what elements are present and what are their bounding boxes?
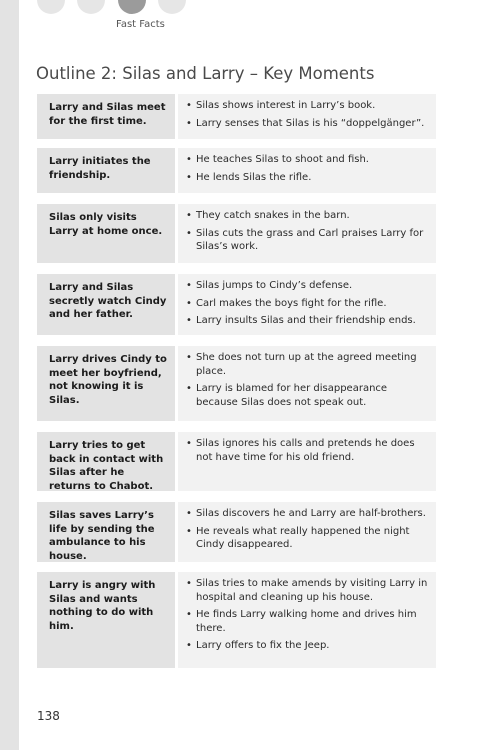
table-row (37, 572, 436, 668)
details-cell (178, 572, 436, 668)
list-item: • Silas cuts the grass and Carl praises Larry for Silas’s work. (186, 227, 424, 252)
bullet-icon: • (186, 508, 192, 519)
bullet-icon: • (186, 609, 192, 620)
page-number: 138 (37, 709, 60, 723)
details-cell (178, 432, 436, 491)
list-item: • Silas tries to make amends by visiting Larry in hospital and cleaning up his house. (186, 578, 428, 603)
table-row (37, 274, 436, 335)
list-item: • Carl makes the boys fight for the rifle. (186, 297, 387, 309)
table-row (37, 502, 436, 562)
bullet-icon: • (186, 280, 192, 291)
table-row (37, 346, 436, 421)
bullet-icon: • (186, 352, 192, 363)
section-tab-2[interactable] (77, 0, 105, 14)
section-tab-4[interactable] (158, 0, 186, 14)
fast-facts-label: Fast Facts (116, 19, 165, 30)
bullet-icon: • (186, 210, 192, 221)
moment-cell: Silas only visits Larry at home once. (37, 204, 175, 263)
table-row (37, 148, 436, 193)
list-item: • Silas discovers he and Larry are half-brothers. (186, 508, 426, 519)
bullet-icon: • (186, 578, 192, 589)
list-item: • He lends Silas the rifle. (186, 171, 312, 183)
list-item: • She does not turn up at the agreed meeting place. (186, 352, 417, 377)
details-cell (178, 346, 436, 421)
bullet-icon: • (186, 100, 192, 111)
side-bar (0, 0, 19, 750)
details-cell (178, 502, 436, 562)
bullet-icon: • (186, 297, 192, 309)
details-cell (178, 274, 436, 335)
bullet-icon: • (186, 171, 192, 183)
bullet-icon: • (186, 383, 192, 394)
details-cell (178, 94, 436, 139)
list-item: • Silas shows interest in Larry’s book. (186, 100, 376, 111)
list-item: • He finds Larry walking home and drives him there. (186, 609, 417, 634)
section-tabs (37, 0, 197, 14)
bullet-icon: • (186, 227, 192, 239)
details-cell (178, 204, 436, 263)
list-item: • Larry offers to fix the Jeep. (186, 640, 330, 651)
table-row (37, 432, 436, 491)
moment-cell: Larry is angry with Silas and wants nothing to do with him. (37, 572, 175, 668)
moment-cell: Larry and Silas secretly watch Cindy and her father. (37, 274, 175, 335)
bullet-icon: • (186, 154, 192, 165)
moment-cell: Larry initiates the friendship. (37, 148, 175, 193)
bullet-icon: • (186, 640, 192, 651)
moment-cell: Larry and Silas meet for the first time. (37, 94, 175, 139)
page-title: Outline 2: Silas and Larry – Key Moments (36, 64, 375, 83)
section-tab-fast-facts[interactable] (118, 0, 146, 14)
bullet-icon: • (186, 438, 192, 449)
list-item: • He reveals what really happened the night Cindy disappeared. (186, 525, 410, 550)
moment-cell: Silas saves Larry’s life by sending the ambulance to his house. (37, 502, 175, 562)
list-item: • Silas jumps to Cindy’s defense. (186, 280, 353, 291)
list-item: • Larry is blamed for her disappearance because Silas does not speak out. (186, 383, 388, 408)
bullet-icon: • (186, 117, 192, 129)
section-tab-1[interactable] (37, 0, 65, 14)
moment-cell: Larry drives Cindy to meet her boyfriend, not knowing it is Silas. (37, 346, 175, 421)
list-item: • He teaches Silas to shoot and fish. (186, 154, 369, 165)
list-item: • Silas ignores his calls and pretends he does not have time for his old friend. (186, 438, 415, 463)
table-row (37, 94, 436, 139)
bullet-icon: • (186, 315, 192, 326)
bullet-icon: • (186, 525, 192, 537)
list-item: • They catch snakes in the barn. (186, 210, 350, 221)
table-row (37, 204, 436, 263)
list-item: • Larry senses that Silas is his “doppelgänger”. (186, 117, 425, 129)
moment-cell: Larry tries to get back in contact with Silas after he returns to Chabot. (37, 432, 175, 491)
details-cell (178, 148, 436, 193)
list-item: • Larry insults Silas and their friendship ends. (186, 315, 416, 326)
